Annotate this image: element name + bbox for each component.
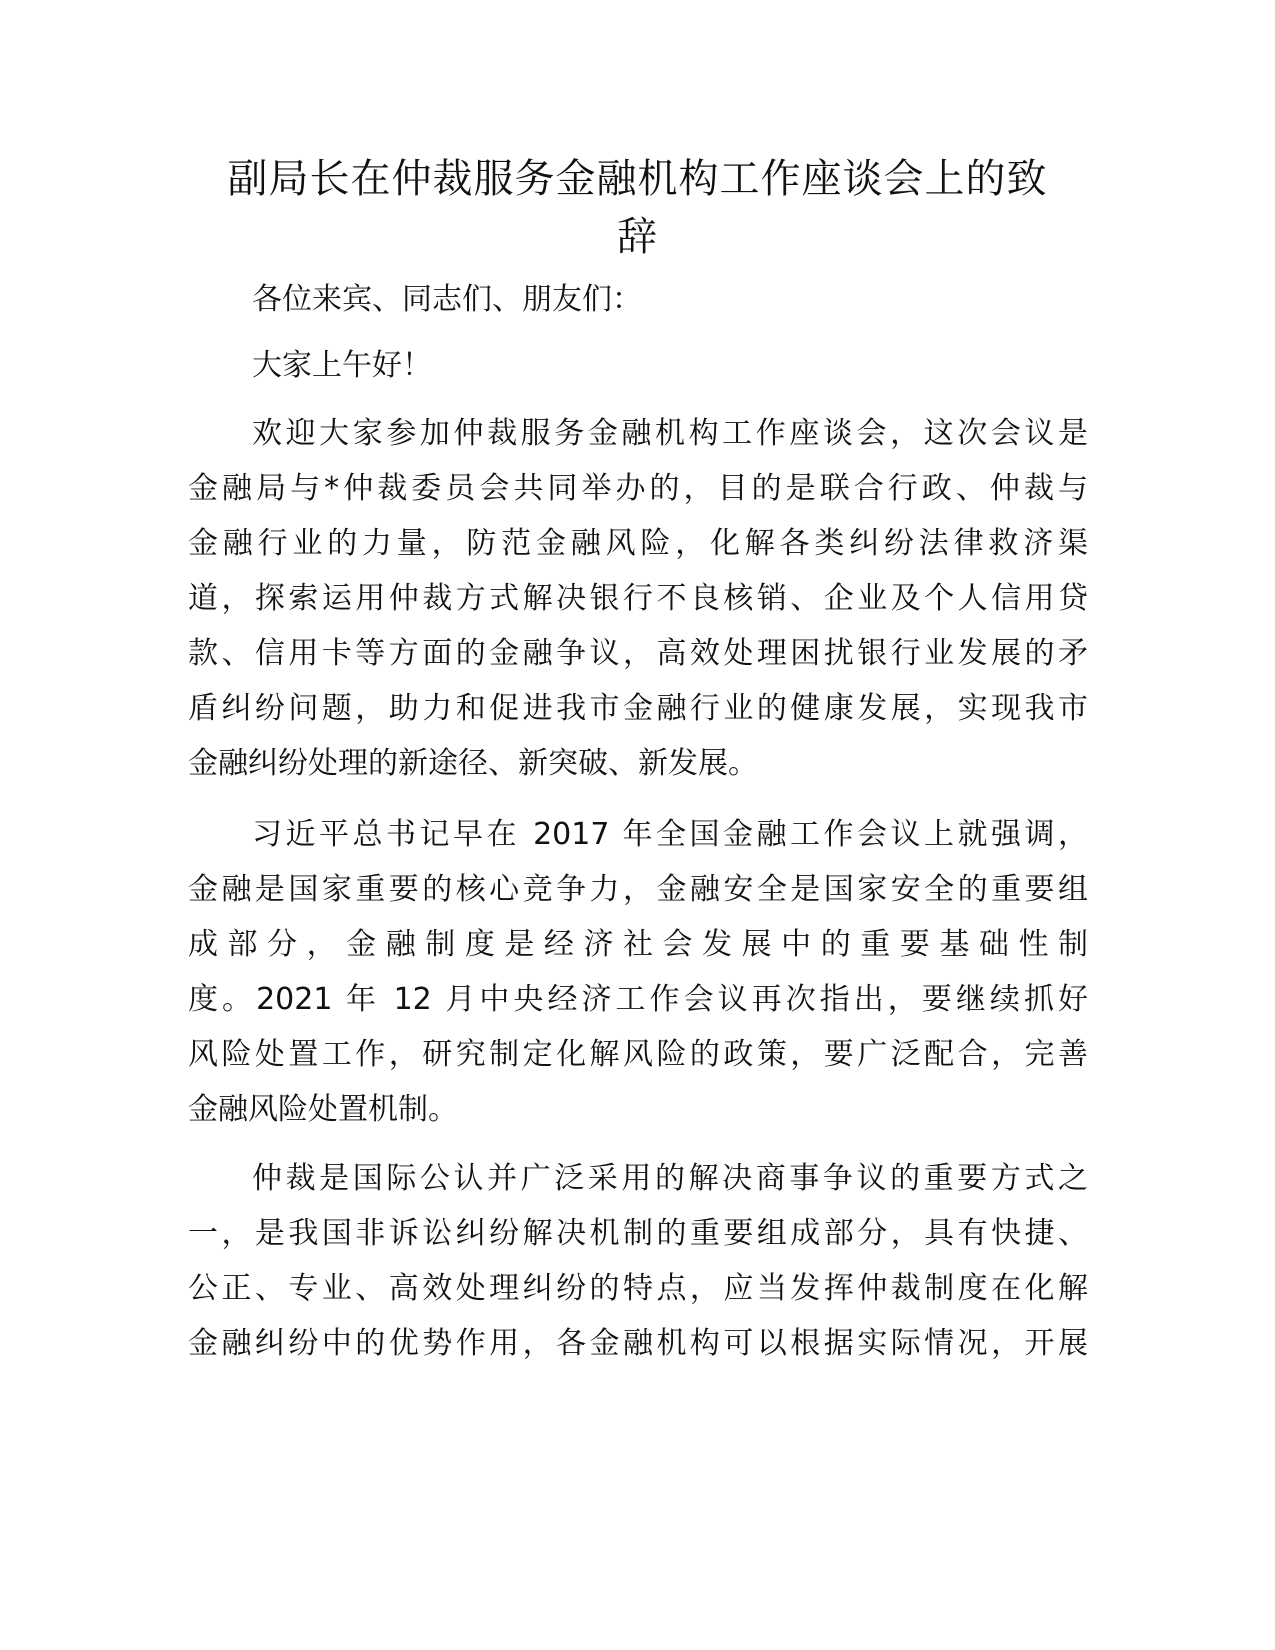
paragraph-1-line-5: 款、信用卡等方面的金融争议，高效处理困扰银行业发展的矛 (188, 636, 1088, 671)
greeting: 大家上午好！ (252, 348, 432, 383)
paragraph-2-line-4: 度。2021 年 12 月中央经济工作会议再次指出，要继续抓好 (188, 982, 1088, 1017)
paragraph-2-line-3: 成部分，金融制度是经济社会发展中的重要基础性制 (188, 927, 1088, 962)
paragraph-3-line-2: 一，是我国非诉讼纠纷解决机制的重要组成部分，具有快捷、 (188, 1216, 1088, 1251)
title-line-1: 副局长在仲裁服务金融机构工作座谈会上的致 (227, 156, 1048, 202)
paragraph-1-line-6: 盾纠纷问题，助力和促进我市金融行业的健康发展，实现我市 (188, 691, 1088, 726)
paragraph-2-line-2: 金融是国家重要的核心竞争力，金融安全是国家安全的重要组 (188, 872, 1088, 907)
paragraph-1-line-2: 金融局与*仲裁委员会共同举办的，目的是联合行政、仲裁与 (188, 471, 1088, 506)
paragraph-1-line-1: 欢迎大家参加仲裁服务金融机构工作座谈会，这次会议是 (252, 416, 1088, 451)
salutation: 各位来宾、同志们、朋友们： (252, 282, 642, 317)
paragraph-1-line-3: 金融行业的力量，防范金融风险，化解各类纠纷法律救济渠 (188, 526, 1088, 561)
title-line-2: 辞 (617, 214, 658, 260)
paragraph-1-line-7: 金融纠纷处理的新途径、新突破、新发展。 (188, 746, 758, 781)
paragraph-3-line-3: 公正、专业、高效处理纠纷的特点，应当发挥仲裁制度在化解 (188, 1271, 1088, 1306)
paragraph-2-line-6: 金融风险处置机制。 (188, 1092, 458, 1127)
paragraph-2-line-5: 风险处置工作，研究制定化解风险的政策，要广泛配合，完善 (188, 1037, 1088, 1072)
document-title (180, 150, 1095, 266)
paragraph-2-line-1: 习近平总书记早在 2017 年全国金融工作会议上就强调， (252, 817, 1088, 852)
paragraph-3-line-1: 仲裁是国际公认并广泛采用的解决商事争议的重要方式之 (252, 1161, 1088, 1196)
paragraph-1-line-4: 道，探索运用仲裁方式解决银行不良核销、企业及个人信用贷 (188, 581, 1088, 616)
paragraph-3-line-4: 金融纠纷中的优势作用，各金融机构可以根据实际情况，开展 (188, 1326, 1088, 1361)
